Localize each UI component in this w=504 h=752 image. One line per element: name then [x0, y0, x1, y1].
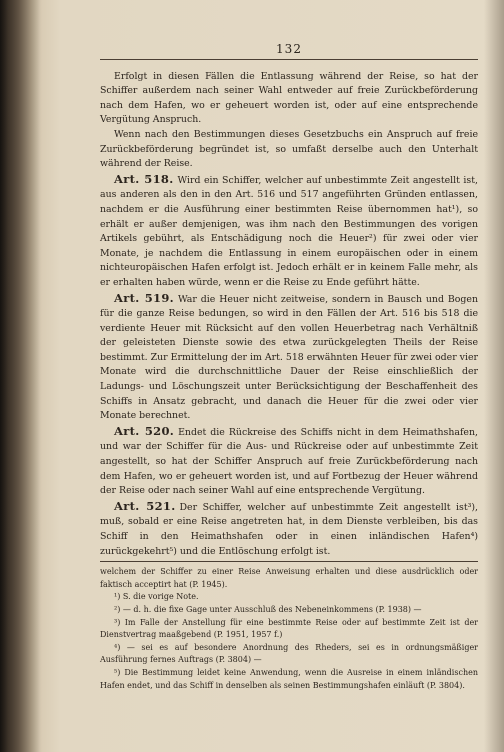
article-520: [100, 424, 478, 499]
article-label: Art. 519.: [114, 290, 174, 305]
footnote-continuation: welchem der Schiffer zu einer Reise Anweisung erhalten und diese ausdrücklich oder faktisch acceptirt hat (P. 1945).: [100, 567, 478, 589]
article-label: Art. 520.: [114, 423, 175, 438]
footnote: ⁴) — sei es auf besondere Anordnung des Rheders, sei es in ordnungsmäßiger Ausführung fernes Auftrags (P. 3804) —: [100, 642, 478, 665]
page-body: [100, 42, 478, 692]
article-519: [100, 291, 478, 424]
page-number: 132: [276, 42, 302, 56]
article-text: Wird ein Schiffer, welcher auf unbestimmte Zeit angestellt ist, aus anderen als den in den Art. 516 und 517 angeführten Gründen entlassen, nachdem er die Ausführung einer bestimmten Reise übernommen hat¹), so erhält er außer demjenigen, was ihm nach den Bestimmungen des vorigen Artikels gebührt, als Entschädigung noch die Heuer²) für zwei oder vier Monate, je nachdem die Entlassung in einem europäischen oder in einem nichteuropäischen Hafen erfolgt ist. Jedoch erhält er in keinem Falle mehr, als er erhalten haben würde, wenn er die Reise zu Ende geführt hätte.: [100, 174, 478, 288]
article-text: War die Heuer nicht zeitweise, sondern in Bausch und Bogen für die ganze Reise bedungen, so wird in den Fällen der Art. 516 bis 518 die verdiente Heuer mit Rücksicht auf den vollen Heuerbetrag nach Verhältniß der geleisteten Dienste sowie des etwa zurückgelegten Theils der Reise bestimmt. Zur Ermittelung der im Art. 518 erwähnten Heuer für zwei oder vier Monate wird die durchschnittliche Dauer der Reise einschließlich der Ladungs- und Löschungszeit unter Berücksichtigung der Beschaffenheit des Schiffs in Ansatz gebracht, und danach die Heuer für die zwei oder vier Monate berechnet.: [100, 293, 478, 422]
article-text: Der Schiffer, welcher auf unbestimmte Zeit angestellt ist³), muß, sobald er eine Reise angetreten hat, in dem Dienste verbleiben, bis das Schiff in den Heimathshafen oder in einen inländischen Hafen⁴) zurückgekehrt⁵) und die Entlöschung erfolgt ist.: [100, 501, 479, 557]
article-text: Endet die Rückreise des Schiffs nicht in dem Heimathshafen, und war der Schiffer für die Aus- und Rückreise oder auf unbestimmte Zeit angestellt, so hat der Schiffer Anspruch auf freie Zurückbeförderung nach dem Hafen, wo er geheuert worden ist, und auf Fortbezug der Heuer während der Reise oder nach seiner Wahl auf eine entsprechende Vergütung.: [100, 426, 479, 497]
footnote: ⁵) Die Bestimmung leidet keine Anwendung, wenn die Ausreise in einem inländischen Hafen endet, und das Schiff in denselben als seinen Bestimmungshafen einläuft (P. 3804).: [100, 667, 478, 690]
footnote: ³) Im Falle der Anstellung für eine bestimmte Reise oder auf bestimmte Zeit ist der Dienstvertrag maaßgebend (P. 1951, 1957 f.): [100, 617, 478, 640]
article-521: [100, 499, 478, 559]
article-label: Art. 521.: [114, 498, 176, 513]
paragraph: Wenn nach den Bestimmungen dieses Gesetzbuchs ein Anspruch auf freie Zurückbeförderung begründet ist, so umfaßt derselbe auch den Unterhalt während der Reise.: [100, 128, 478, 170]
paragraph: Erfolgt in diesen Fällen die Entlassung während der Reise, so hat der Schiffer außerdem nach seiner Wahl entweder auf freie Zurückbeförderung nach dem Hafen, wo er geheuert worden ist, oder auf eine entsprechende Vergütung Anspruch.: [100, 70, 478, 126]
footnote-rule: [100, 561, 478, 562]
article-518: [100, 172, 478, 291]
footnotes: [100, 566, 478, 692]
book-gutter: [0, 0, 42, 752]
page-edge: [484, 0, 504, 752]
footnote: ²) — d. h. die fixe Gage unter Ausschluß des Nebeneinkommens (P. 1938) —: [114, 604, 422, 614]
article-label: Art. 518.: [114, 171, 174, 186]
footnote: ¹) S. die vorige Note.: [114, 592, 199, 602]
header-rule: [100, 59, 478, 60]
